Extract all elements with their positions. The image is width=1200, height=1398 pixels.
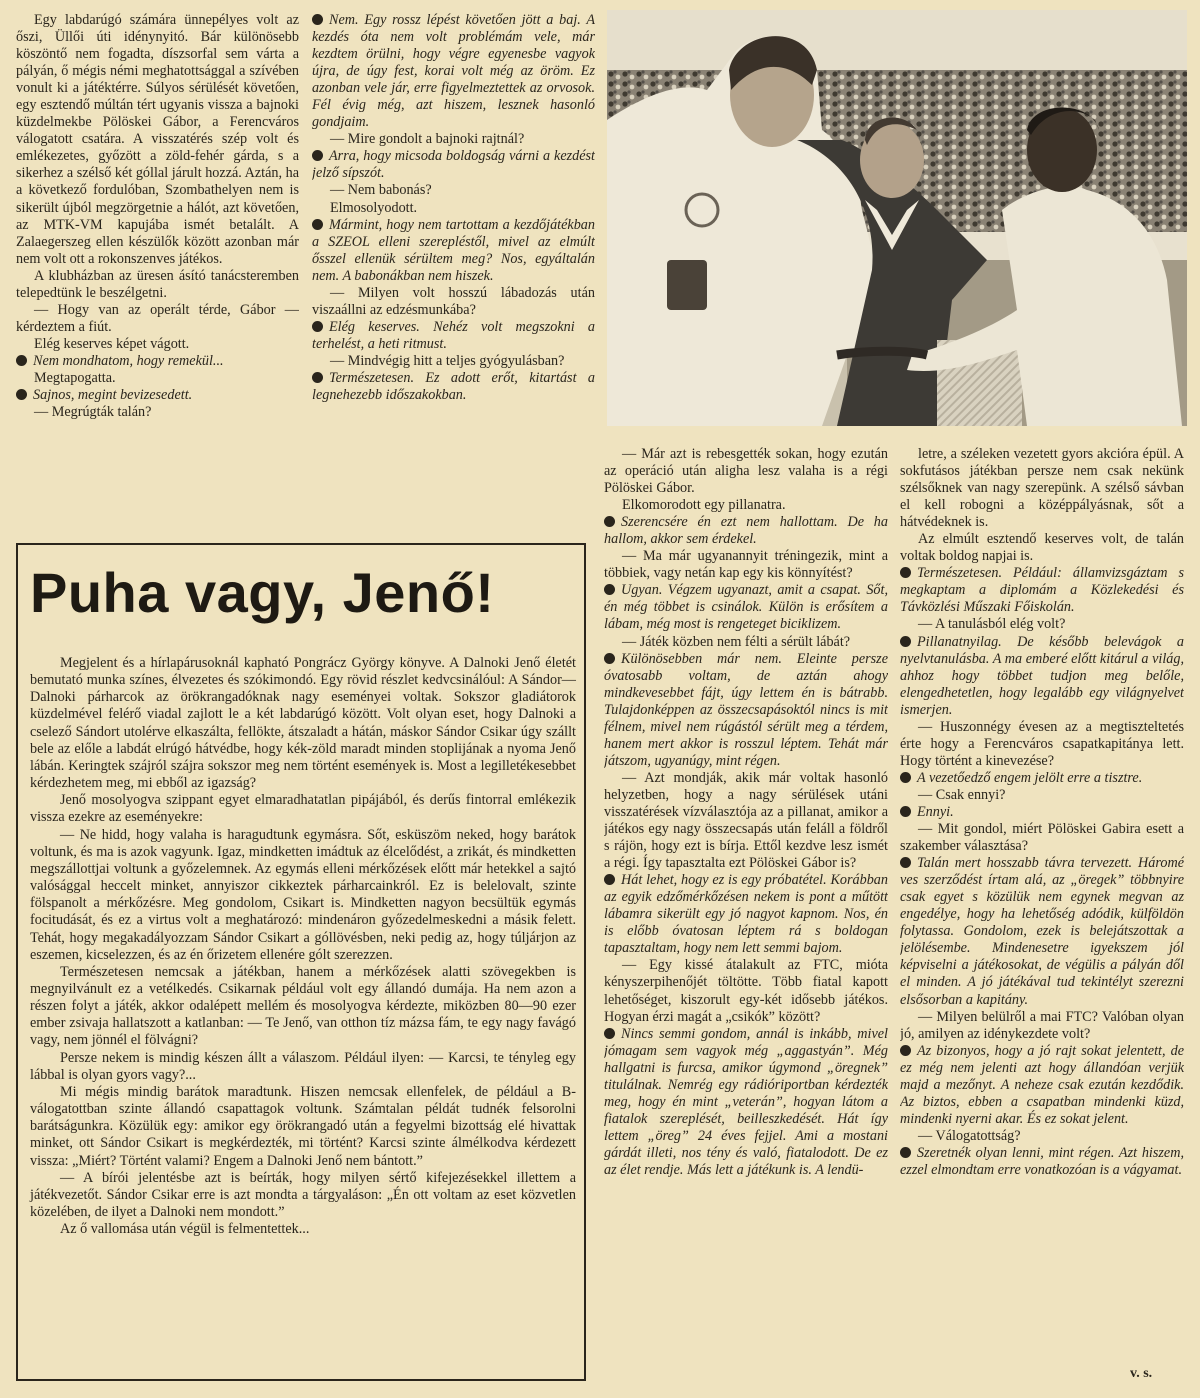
question-paragraph xyxy=(900,821,1184,855)
author-signature: v. s. xyxy=(1130,1366,1153,1381)
bullet-icon xyxy=(900,857,911,868)
paragraph-text: — Hogy van az operált térde, Gábor — kérdeztem a fiút. xyxy=(16,301,299,335)
paragraph-text: Nem mondhatom, hogy remekül... xyxy=(33,352,224,369)
bullet-icon xyxy=(16,355,27,366)
box-paragraph: — A bírói jelentésbe azt is beírták, hogy milyen sértő kifejezésekkel illettem a játékvezetőt. Sándor Csikar erre is azt mondta a tárgyaláson: „Én ott voltam az eset közvetlen közelében, de ilyet a Dalnoki nem mondott.” xyxy=(30,1169,576,1220)
answer-paragraph xyxy=(312,148,595,182)
answer-paragraph xyxy=(900,804,1184,821)
question-paragraph xyxy=(604,957,888,1025)
interview-column-1 xyxy=(16,12,299,518)
paragraph-text: Az elmúlt esztendő keserves volt, de talán voltak boldog napjai is. xyxy=(900,531,1184,565)
box-paragraph: Persze nekem is mindig készen állt a válaszom. Például ilyen: — Karcsi, te tényleg egy lábbal is olyan gyors vagy?... xyxy=(30,1049,576,1083)
paragraph-text: Hát lehet, hogy ez is egy próbatétel. Korábban az egyik edzőmérkőzésen nekem is pont a műtött lábamra sikerült egy jó nagyot kapnom. Nos, én is előbb óvatosan léptem rá s boldogan tapasztaltam, hogy nem lett semmi bajom. xyxy=(604,872,888,957)
bullet-icon xyxy=(604,584,615,595)
paragraph-text: Az bizonyos, hogy a jó rajt sokat jelentett, de ez még nem jelenti azt hogy állandóan verjük majd a mezőnyt. A neheze csak ezután kezdődik. Az biztos, ebben a csapatban mindenki küzd, mindenki nyerni akar. És ez sokat jelent. xyxy=(900,1042,1184,1127)
bullet-icon xyxy=(604,653,615,664)
paragraph-text: A vezetőedző engem jelölt erre a tisztre. xyxy=(917,769,1143,786)
answer-paragraph xyxy=(312,319,595,353)
answer-paragraph xyxy=(312,12,595,131)
answer-paragraph xyxy=(900,855,1184,1008)
question-paragraph xyxy=(16,404,299,421)
question-paragraph xyxy=(604,548,888,582)
bullet-icon xyxy=(312,150,323,161)
paragraph-text: — Már azt is rebesgették sokan, hogy ezután az operáció után aligha lesz valaha is a régi Pölöskei Gábor. xyxy=(604,446,888,497)
narrative-paragraph xyxy=(312,200,595,217)
answer-paragraph xyxy=(604,582,888,633)
answer-paragraph xyxy=(16,353,299,370)
question-paragraph xyxy=(312,285,595,319)
book-excerpt-box xyxy=(16,543,586,1381)
paragraph-text: — Milyen volt hosszú lábadozás után viszaállni az edzésmunkába? xyxy=(312,284,595,318)
answer-paragraph xyxy=(16,387,299,404)
answer-paragraph xyxy=(900,1043,1184,1128)
paragraph-text: Nem. Egy rossz lépést követően jött a baj. A kezdés óta nem volt problémám vele, már kezdtem örülni, hogy végre egyenesbe vagyok újra, de úgy fest, korai volt még az öröm. Ez azonban vele jár, erre figyelmeztettek az orvosok. Fél évig még, azt hiszem, lesznek hasonló gondjaim. xyxy=(312,12,595,131)
bullet-icon xyxy=(900,1045,911,1056)
bullet-icon xyxy=(312,219,323,230)
c4-dialogue xyxy=(900,446,1184,1179)
question-paragraph xyxy=(900,719,1184,770)
bullet-icon xyxy=(900,806,911,817)
bullet-icon xyxy=(312,14,323,25)
answer-paragraph xyxy=(604,651,888,770)
bullet-icon xyxy=(604,874,615,885)
paragraph-text: — Csak ennyi? xyxy=(918,786,1006,803)
paragraph-text: Mármint, hogy nem tartottam a kezdőjátékban a SZEOL elleni szerepléstől, mivel az elmúlt ősszel ellenük sérültem meg? Nos, egyáltalán nem. A babonákban nem hiszek. xyxy=(312,216,595,284)
answer-paragraph xyxy=(900,634,1184,719)
paragraph-text: Különösebben már nem. Eleinte persze óvatosabb voltam, de aztán ahogy mindkevesebbet fájt, úgy lettem én is bátrabb. Tulajdonképpen az összecsapásoktól nincs is mit félnem, mivel nem rúgástól sérült meg a térdem, hanem mert akkor is rosszul léptem. Tehát már játszom, ugyanúgy, mint régen. xyxy=(604,650,888,769)
paragraph-text: — Milyen belülről a mai FTC? Valóban olyan jó, amilyen az idénykezdete volt? xyxy=(900,1008,1184,1042)
answer-paragraph xyxy=(604,1026,888,1179)
box-paragraph: Jenő mosolyogva szippant egyet elmaradhatatlan pipájából, és derűs fintorral emlékezik vissza ezekre az eseményekre: xyxy=(30,792,576,826)
answer-paragraph xyxy=(604,872,888,957)
paragraph-text: Arra, hogy micsoda boldogság várni a kezdést jelző sípszót. xyxy=(312,148,595,182)
paragraph-text: — Válogatottság? xyxy=(918,1127,1021,1144)
narrative-paragraph xyxy=(16,370,299,387)
box-paragraph: Az ő vallomása után végül is felmentettek... xyxy=(60,1221,310,1238)
paragraph-text: — Azt mondják, akik már voltak hasonló helyzetben, hogy a nagy sérülések utáni visszatérések vízválasztója az a pillanat, amikor a játékos egy nagy összecsapás után feláll a földről s rájön, hogy ezt is bírja. Ettől kezdve lesz ismét a régi. Így tapasztalta ezt Pölöskei Gábor is? xyxy=(604,769,888,872)
paragraph-text: Természetesen. Ez adott erőt, kitartást a legnehezebb időszakokban. xyxy=(312,369,595,404)
paragraph-text: Elmosolyodott. xyxy=(330,199,418,216)
paragraph-text: Sajnos, megint bevizesedett. xyxy=(33,387,193,404)
paragraph-text: letre, a széleken vezetett gyors akcióra épül. A sokfutásos játékban persze nem csak nekünk szélsőknek van nagy szerepünk. A szélső sávban el kell robogni a középpályásnak, sőt a hátvédeknek is. xyxy=(900,446,1184,531)
paragraph-text: — Huszonnégy évesen az a megtiszteltetés érte hogy a Ferencváros csapatkapitánya lett. Hogy történt a kinevezése? xyxy=(900,718,1184,769)
answer-paragraph xyxy=(900,1145,1184,1179)
interview-column-2 xyxy=(312,12,595,518)
narrative-paragraph xyxy=(16,336,299,353)
question-paragraph xyxy=(312,353,595,370)
interview-column-3 xyxy=(604,446,888,1386)
bullet-icon xyxy=(900,636,911,647)
paragraph-text: — Mire gondolt a bajnoki rajtnál? xyxy=(330,131,525,148)
question-paragraph xyxy=(604,634,888,651)
question-paragraph xyxy=(604,446,888,497)
question-paragraph xyxy=(900,1128,1184,1145)
paragraph-text: Szerencsére én ezt nem hallottam. De ha hallom, akkor sem érdekel. xyxy=(604,514,888,548)
answer-paragraph xyxy=(900,565,1184,616)
box-paragraph: — Ne hidd, hogy valaha is haragudtunk egymásra. Sőt, esküszöm neked, hogy barátok voltunk, és ma is azok vagyunk. Igaz, mindketten imádtuk az élcelődést, a zrikát, és mindketten megszállottjai voltunk a győzelemnek. Az egymás elleni mérkőzések előtt már hetekkel a sajtó valósággal heccelt minket, annyiszor cikkeztek párharcainkról. Ez is belelovalt, szinte fölspanolt a mérkőzésre. Meg gondolom, Csikart is. Mindketten nagyon becsültük egymás focitudását, és ez a virtus volt a meghatározó: mindenáron győzedelmeskedni a másik felett. Tehát, hogy megakadályozzam Sándor Csikart a góllövésben, neki pedig az, hogy túljárjon az eszemen, kicselezzen, és az én őrizetem ellenére gólt szerezzen. xyxy=(30,826,576,963)
paragraph-text: — A tanulásból elég volt? xyxy=(918,616,1066,633)
question-paragraph xyxy=(312,131,595,148)
match-photo xyxy=(607,10,1187,426)
article-setting: A klubházban az üresen ásító tanácsteremben telepedtünk le beszélgetni. xyxy=(16,267,299,301)
paragraph-text: Nincs semmi gondom, annál is inkább, mivel jómagam sem vagyok még „aggastyán”. Még hallgatni is furcsa, amikor úgymond „öregnek” titulálnak. Nemrég egy rádióriportban kérdezték meg, hogy én mint „veterán”, hogyan látom a fiatalok szereplését, beilleszkedését. Hát így lettem „öreg” 24 éves fejjel. Ami a mostani gárdát illeti, nos tény és való, fiatalodott. De ez az élet rendje. Más lett a játékunk is. A lendü- xyxy=(604,1025,888,1178)
paragraph-text: Elkomorodott egy pillanatra. xyxy=(622,497,786,514)
paragraph-text: Természetesen. Például: államvizsgáztam s megkaptam a diplomám a Közlekedési és Távközlési Műszaki Főiskolán. xyxy=(900,565,1184,616)
bullet-icon xyxy=(900,772,911,783)
bullet-icon xyxy=(16,389,27,400)
paragraph-text: Szeretnék olyan lenni, mint régen. Azt hiszem, ezzel elmondtam erre vonatkozóan is a vágyamat. xyxy=(900,1144,1184,1178)
paragraph-text: — Játék közben nem félti a sérült lábát? xyxy=(622,633,851,650)
answer-paragraph xyxy=(312,217,595,285)
paragraph-text: Ennyi. xyxy=(917,803,954,820)
answer-paragraph xyxy=(900,770,1184,787)
bullet-icon xyxy=(900,1147,911,1158)
question-paragraph xyxy=(16,302,299,336)
paragraph-text: Elég keserves. Nehéz volt megszokni a terhelést, a heti ritmust. xyxy=(312,318,595,352)
narrative-paragraph xyxy=(604,497,888,514)
question-paragraph xyxy=(604,770,888,872)
bullet-icon xyxy=(900,567,911,578)
answer-paragraph xyxy=(312,370,595,404)
c2-dialogue xyxy=(312,12,595,404)
bullet-icon xyxy=(312,321,323,332)
paragraph-text: — Mindvégig hitt a teljes gyógyulásban? xyxy=(330,352,565,369)
answer-paragraph xyxy=(604,514,888,548)
bullet-icon xyxy=(312,372,323,383)
paragraph-text: — Megrúgták talán? xyxy=(34,404,152,421)
paragraph-text: Megtapogatta. xyxy=(34,369,116,386)
question-paragraph xyxy=(312,182,595,199)
bullet-icon xyxy=(604,1028,615,1039)
paragraph-text: — Nem babonás? xyxy=(330,182,432,199)
box-paragraph: Megjelent és a hírlapárusoknál kapható Pongrácz György könyve. A Dalnoki Jenő életét bemutató munka színes, élvezetes és szókimondó. Egy rövid részlet kedvcsinálóul: A Sándor—Dalnoki párharcok az örökrangadóknak nagy eseményei voltak. Sokszor gladiátorok küzdelmével felérő viadal zajlott le a két labdarúgó között. Volt olyan eset, hogy Dalnoki a cselező Sándort utolérve elkaszálta, fellökte, átszaladt a hátán, máskor Sándor Csikar úgy szállt bele az előle a labdát elrúgó hátvédbe, hogy kék-zöld maradt minden stoplijának a nyoma Jenő lábán. Keringtek szájról szájra sokszor meg nem történt események is. Most a legilletékesebbet kérdezhetem meg, mi ebből az igazság? xyxy=(30,655,576,792)
paragraph-text: Ugyan. Végzem ugyanazt, amit a csapat. Sőt, én még többet is csinálok. Külön is erősítem a lábam, még most is rengeteget biciklizem. xyxy=(604,582,888,633)
box-paragraph: Mi mégis mindig barátok maradtunk. Hiszen nemcsak ellenfelek, de például a B-válogatottban szinte állandó csapattagok voltunk. Számtalan példát tudnék felsorolni barátságunkra. Közülük egy: amikor egy örökrangadó után a fegyelmi bizottság elé hivattak minket, ott Sándor Csikart is megkérdezték, mi történt? Karcsi szinte álmélkodva kérdezett vissza: „Miért? Történt valami? Engem a Dalnoki Jenő nem bántott.” xyxy=(30,1083,576,1169)
bullet-icon xyxy=(604,516,615,527)
interview-column-4 xyxy=(900,446,1184,1386)
paragraph-text: Pillanatnyilag. De később belevágok a nyelvtanulásba. A ma emberé előtt kitárul a világ, ahhoz hogy többet tudjon meg belőle, elengedhetetlen, hogy legalább egy világnyelvet ismerjen. xyxy=(900,633,1184,718)
paragraph-text: — Ma már ugyanannyit tréningezik, mint a többiek, vagy netán kap egy kis könnyítést? xyxy=(604,548,888,582)
box-paragraph: Természetesen nemcsak a játékban, hanem a mérkőzések alatti szövegekben is megnyilvánult ez a vetélkedés. Csikarnak például volt egy állandó dumája. Ha nem azon a részen folyt a játék, akkor odalépett mellém és mosolyogva kérdezte, miközben 80—90 ezer ember zsivaja hallatszott a katlanban: — Te Jenő, van otthon tíz mázsa fám, te egy nagy favágó vagy, nem jönnél el fölvágni? xyxy=(30,963,576,1049)
c3-dialogue xyxy=(604,446,888,1179)
paragraph-text: Elég keserves képet vágott. xyxy=(34,335,190,352)
question-paragraph xyxy=(900,1009,1184,1043)
paragraph-text: — Egy kissé átalakult az FTC, mióta kényszerpihenőjét töltötte. Több fiatal kapott lehetőséget, kiszorult egy-két idősebb játékos. Hogyan érzi magát a „csikók” között? xyxy=(604,957,888,1025)
question-paragraph xyxy=(900,787,1184,804)
box-headline: Puha vagy, Jenő! xyxy=(30,561,495,624)
paragraph-text: — Mit gondol, miért Pölöskei Gabira esett a szakember választása? xyxy=(900,821,1184,855)
article-intro: Egy labdarúgó számára ünnepélyes volt az őszi, Üllői úti idénynyitó. Bár különösebb köszöntő nem fogadta, díszsorfal sem várta a pályán, ő mégis némi meghatottsággal a szívében vonult ki a játéktérre. Súlyos sérülését követően, egy esztendő múltán tért ugyanis vissza a bajnoki küzdelmekbe Pölöskei Gábor, a Ferencváros válogatott csatára. A visszatérés szép volt és emlékezetes, győzött a zöld-fehér gárda, s a sikerhez a szélső két góllal járult hozzá. Aztán, ha a következő fordulóban, Szombathelyen nem is sikerült újból megzörgetnie a hálót, azt követően, az MTK-VM kapujába ismét betalált. A Zalaegerszeg ellen készülők között azonban már nem volt ott a rokonszenves játékos. xyxy=(16,12,299,267)
box-text xyxy=(30,655,576,1238)
narrative-paragraph xyxy=(900,446,1184,531)
c1-dialogue xyxy=(16,302,299,421)
question-paragraph xyxy=(900,531,1184,565)
paragraph-text: Talán mert hosszabb távra tervezett. Háromé ves szerződést írtam alá, az „öregek” többnyire csak egyet s közülük nem egynek megvan az engedélye, hogy ha lehetőség adódik, külföldön folytassa. Gondolom, ezek is belejátszottak a jelölésembe. Mindenesetre igyekszem jól képviselni a játékosokat, de végülis a pályán dől el minden. A jó játékával tud tekintélyt szerezni elsősorban a kapitány. xyxy=(900,855,1184,1008)
question-paragraph xyxy=(900,616,1184,633)
